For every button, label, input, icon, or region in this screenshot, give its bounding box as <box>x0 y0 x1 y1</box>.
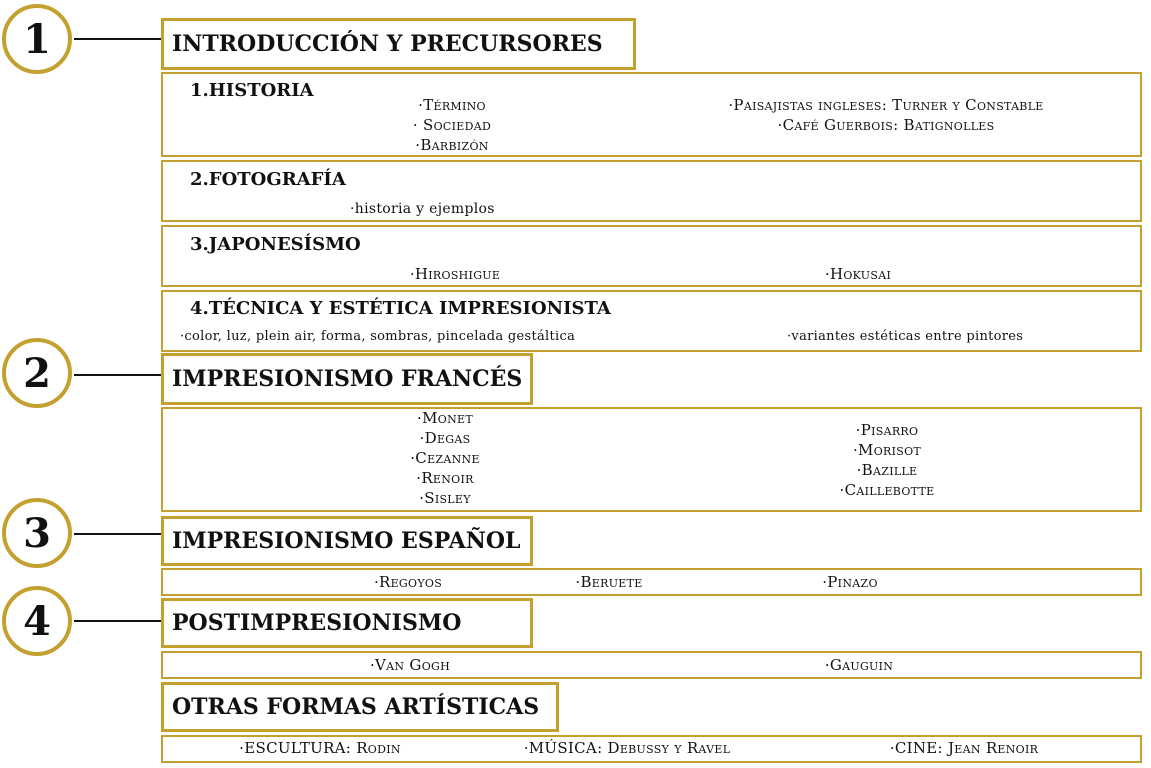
item-beruete: ·Beruete <box>575 573 643 591</box>
item-escultura: ·ESCULTURA: Rodin <box>239 739 401 757</box>
item-sisley: ·Sisley <box>419 489 471 507</box>
item-regoyos: ·Regoyos <box>373 573 443 591</box>
section-number-3: 3 <box>2 498 72 568</box>
item-morisot: ·Morisot <box>852 441 922 459</box>
item-cine: ·CINE: Jean Renoir <box>889 739 1039 757</box>
item-barbizon: ·Barbizón <box>415 136 489 154</box>
connector-line-4 <box>74 620 162 622</box>
section-number-2: 2 <box>2 338 72 408</box>
item-variantes: ·variantes estéticas entre pintores <box>787 329 1024 344</box>
item-paisajistas: ·Paisajistas ingleses: Turner y Constable <box>728 96 1044 114</box>
item-van-gogh: ·Van Gogh <box>369 656 451 674</box>
heading-japonesismo: 3.JAPONESÍSMO <box>190 234 361 255</box>
title-impresionismo-espanol: IMPRESIONISMO ESPAÑOL <box>161 516 533 566</box>
item-musica: ·MÚSICA: Debussy y Ravel <box>523 739 731 757</box>
title-impresionismo-frances: IMPRESIONISMO FRANCÉS <box>161 353 533 405</box>
section-number-4: 4 <box>2 586 72 656</box>
title-introduccion: INTRODUCCIÓN Y PRECURSORES <box>161 18 636 70</box>
item-cezanne: ·Cezanne <box>410 449 480 467</box>
item-pinazo: ·Pinazo <box>822 573 878 591</box>
box-postimpresionismo <box>161 651 1142 679</box>
item-hiroshigue: ·Hiroshigue <box>409 265 501 283</box>
connector-line-3 <box>74 533 162 535</box>
item-cafe-guerbois: ·Café Guerbois: Batignolles <box>777 116 995 134</box>
item-gauguin: ·Gauguin <box>824 656 894 674</box>
item-color-luz: ·color, luz, plein air, forma, sombras, pincelada gestáltica <box>180 329 576 344</box>
item-degas: ·Degas <box>419 429 471 447</box>
section-number-1: 1 <box>2 4 72 74</box>
item-bazille: ·Bazille <box>856 461 918 479</box>
connector-line-1 <box>74 38 162 40</box>
item-sociedad: · Sociedad <box>412 116 492 134</box>
heading-fotografia: 2.FOTOGRAFÍA <box>190 169 346 190</box>
title-otras-formas: OTRAS FORMAS ARTÍSTICAS <box>161 682 559 732</box>
item-monet: ·Monet <box>417 409 473 427</box>
item-caillebotte: ·Caillebotte <box>839 481 935 499</box>
heading-historia: 1.HISTORIA <box>190 80 314 101</box>
item-termino: ·Término <box>418 96 486 114</box>
item-pisarro: ·Pisarro <box>855 421 919 439</box>
heading-tecnica: 4.TÉCNICA Y ESTÉTICA IMPRESIONISTA <box>190 298 611 319</box>
item-historia-ejemplos: ·historia y ejemplos <box>350 201 495 217</box>
box-frances <box>161 407 1142 512</box>
connector-line-2 <box>74 374 162 376</box>
item-renoir: ·Renoir <box>416 469 474 487</box>
title-postimpresionismo: POSTIMPRESIONISMO <box>161 598 533 648</box>
box-espanol <box>161 568 1142 596</box>
item-hokusai: ·Hokusai <box>824 265 892 283</box>
